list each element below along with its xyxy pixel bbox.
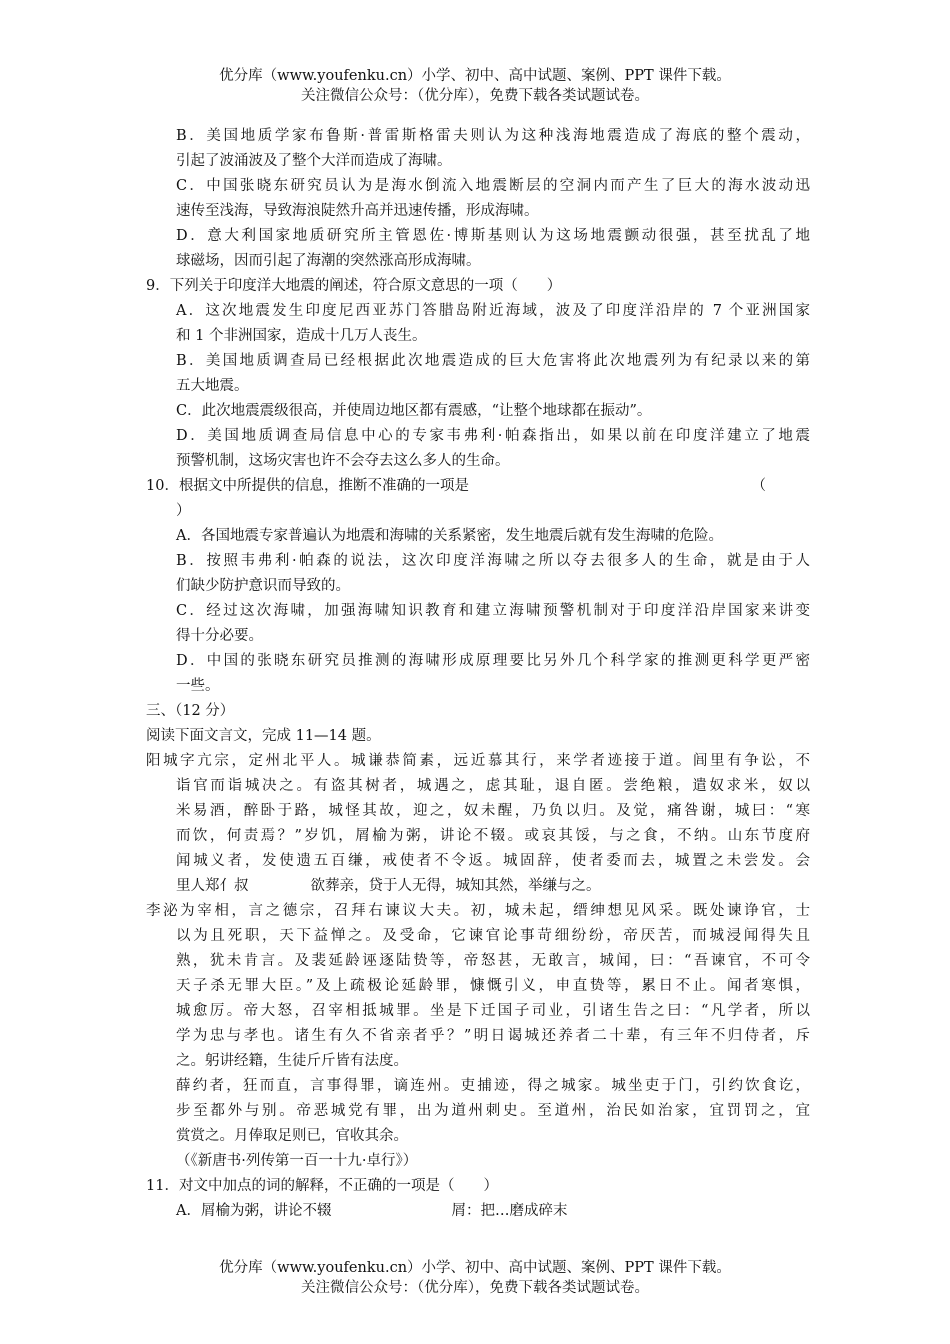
q9-stem: 9．下列关于印度洋大地震的阐述，符合原文意思的一项（ ）	[146, 278, 562, 294]
q11-stem: 11．对文中加点的词的解释，不正确的一项是（ ）	[146, 1178, 498, 1194]
section-3-instruction: 阅读下面文言文，完成 11—14 题。	[146, 728, 381, 744]
q10-option-b: B．按照韦弗利·帕森的说法，这次印度洋海啸之所以夺去很多人的生命，就是由于人 们缺少防护意识而导致的。	[176, 553, 810, 594]
footer-line-1: 优分库（www.youfenku.cn）小学、初中、高中试题、案例、PPT 课件下载。	[219, 1260, 731, 1276]
q9-option-c: C．此次地震震级很高，并使周边地区都有震感，“让整个地球都在振动”。	[176, 403, 652, 419]
person-name: 里人郑亻叔	[176, 878, 249, 894]
q10-answer-paren-open: （	[751, 478, 766, 494]
q10-stem: 10．根据文中所提供的信息，推断不准确的一项是 （	[146, 474, 810, 499]
q10-answer-paren-close: ）	[176, 503, 191, 519]
q9-option-b: B．美国地质调查局已经根据此次地震造成的巨大危害将此次地震列为有纪录以来的第 五大地震。	[176, 353, 810, 394]
passage-source: （《新唐书·列传第一百一十九·卓行》）	[176, 1153, 418, 1169]
section-3-title: 三、（12 分）	[146, 703, 235, 719]
q10-option-d: D．中国的张晓东研究员推测的海啸形成原理要比另外几个科学家的推测更科学更严密 一些。	[176, 653, 810, 694]
passage-paragraph-3: 薛约者，狂而直，言事得罪，谪连州。吏捕迹，得之城家。城坐吏于门，引约饮食讫， 步至都外与别。帝恶城党有罪，出为道州刺史。至道州，治民如治家，宜罚罚之，宜 赏赏之。月俸取足则已，官收其余。	[176, 1078, 810, 1144]
passage-paragraph-1: 阳城字亢宗，定州北平人。城谦恭简素，远近慕其行，来学者迹接于道。闾里有争讼，不 诣官而诣城决之。有盗其树者，城遇之，虑其耻，退自匿。尝绝粮，遣奴求米，奴以 米易酒，醉卧于路，城怪其故，迎之，奴未醒，乃负以归。及觉，痛咎谢，城曰：“寒 而饮，何责焉？”岁饥，屑榆为粥，讲论不辍。或哀其馁，与之食，不纳。山东节度府 闻城义者，发使遗五百缣，戒使者不令返。城固辞，使者委而去，城置之未尝发。会 里人郑亻叔 欲葬亲，贷于人无得，城知其然，举缣与之。	[146, 753, 810, 894]
q8-option-c: C．中国张晓东研究员认为是海水倒流入地震断层的空洞内而产生了巨大的海水波动迅 速传至浅海，导致海浪陡然升高并迅速传播，形成海啸。	[176, 178, 810, 219]
header-line-2: 关注微信公众号：（优分库），免费下载各类试题试卷。	[301, 88, 649, 104]
footer-line-2: 关注微信公众号：（优分库），免费下载各类试题试卷。	[301, 1280, 649, 1296]
q8-option-d: D．意大利国家地质研究所主管恩佐·博斯基则认为这场地震颤动很强，甚至扰乱了地 球磁场，因而引起了海潮的突然涨高形成海啸。	[176, 228, 810, 269]
q9-option-a: A．这次地震发生印度尼西亚苏门答腊岛附近海域，波及了印度洋沿岸的 7 个亚洲国家 和 1 个非洲国家，造成十几万人丧生。	[176, 303, 810, 344]
header-line-1: 优分库（www.youfenku.cn）小学、初中、高中试题、案例、PPT 课件下载。	[219, 68, 731, 84]
exam-body	[146, 124, 810, 1224]
q11-option-a: A．屑榆为粥，讲论不辍 屑：把…磨成碎末	[176, 1203, 568, 1219]
q9-option-d: D．美国地质调查局信息中心的专家韦弗利·帕森指出，如果以前在印度洋建立了地震 预警机制，这场灾害也许不会夺去这么多人的生命。	[176, 428, 810, 469]
page-header	[0, 66, 950, 106]
q10-option-a: A．各国地震专家普遍认为地震和海啸的关系紧密，发生地震后就有发生海啸的危险。	[176, 528, 723, 544]
q8-option-b: B．美国地质学家布鲁斯·普雷斯格雷夫则认为这种浅海地震造成了海底的整个震动， 引起了波涌波及了整个大洋而造成了海啸。	[176, 128, 810, 169]
passage-paragraph-2: 李泌为宰相，言之德宗，召拜右谏议大夫。初，城未起，缙绅想见风采。既处谏诤官，士 以为且死职，天下益惮之。及受命，它谏官论事苛细纷纷，帝厌苦，而城浸闻得失且 熟，犹未肯言。及裴延龄诬逐陆贽等，帝怒甚，无敢言，城闻，曰：“吾谏官，不可令 天子杀无罪大臣。”及上疏极论延龄罪，慷慨引义，申直贽等，累日不止。闻者寒惧， 城愈厉。帝大怒，召宰相抵城罪。坐是下迁国子司业，引诸生告之曰：“凡学者，所以 学为忠与孝也。诸生有久不省亲者乎？”明日谒城还养者二十辈，有三年不归侍者，斥 之。躬讲经籍，生徒斤斤皆有法度。	[146, 903, 810, 1069]
page-footer	[0, 1258, 950, 1298]
q10-option-c: C．经过这次海啸，加强海啸知识教育和建立海啸预警机制对于印度洋沿岸国家来讲变 得十分必要。	[176, 603, 810, 644]
